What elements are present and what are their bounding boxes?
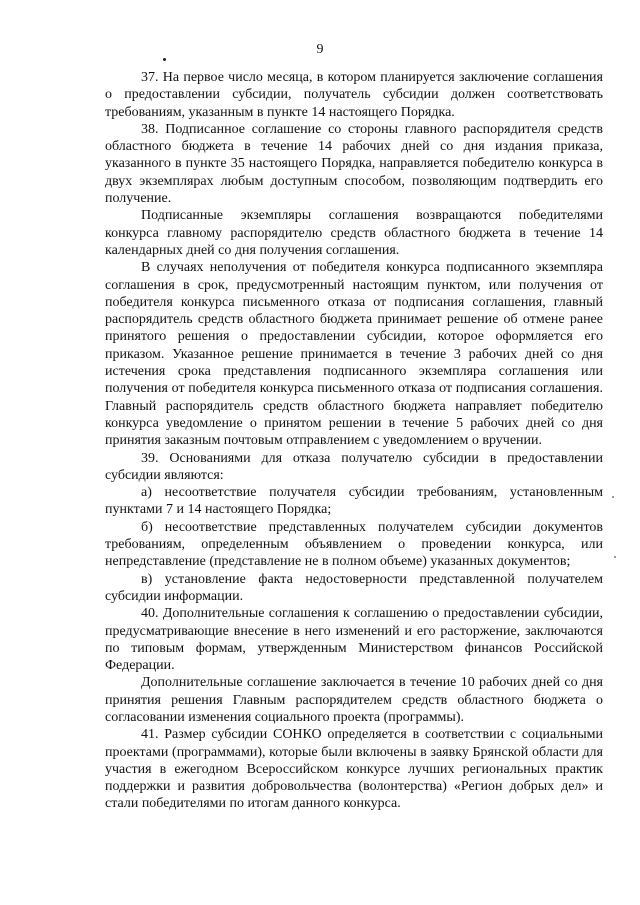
paragraph-37: 37. На первое число месяца, в котором планируется заключение соглашения о предоставлении субсидии, получатель субсидии должен соответствовать требованиям, указанным в пункте 14 настоящего Порядка. [105, 70, 603, 120]
paragraph-signed-copies: Подписанные экземпляры соглашения возвращаются победителями конкурса главному распорядителю средств областного бюджета в течение 14 календарных дней со дня получения соглашения. [105, 208, 603, 258]
paragraph-39-a: а) несоответствие получателя субсидии требованиям, установленным пунктами 7 и 14 настоящего Порядка; [105, 485, 603, 518]
paragraph-40: 40. Дополнительные соглашения к соглашению о предоставлении субсидии, предусматривающие внесение в него изменений и его расторжение, заключаются по типовым формам, утвержденным Министерством финансов Российской Федерации. [105, 606, 603, 674]
scan-speck [612, 496, 614, 498]
paragraph-39-c: в) установление факта недостоверности представленной получателем субсидии информации. [105, 571, 603, 604]
page-number: 9 [316, 42, 324, 57]
paragraph-41: 41. Размер субсидии СОНКО определяется в соответствии с социальными проектами (программами), которые были включены в заявку Брянской области для участия в ежегодном Всероссийском конкурсе лучших региональных практик поддержки и развития добровольчества (волонтерства) «Регион добрых дел» и стали победителями по итогам данного конкурса. [105, 727, 603, 812]
paragraph-additional-agreement: Дополнительные соглашение заключается в течение 10 рабочих дней со дня принятия решения Главным распорядителем средств областного бюджета о согласовании изменения социального проекта (программы). [105, 675, 603, 725]
paragraph-39: 39. Основаниями для отказа получателю субсидии в предоставлении субсидии являются: [105, 450, 603, 483]
paragraph-non-receipt: В случаях неполучения от победителя конкурса подписанного экземпляра соглашения в срок, предусмотренный настоящим пунктом, или получения от победителя конкурса письменного отказа от подписания соглашения, главный распорядитель средств областного бюджета принимает решение об отмене ранее принятого решения о предоставлении субсидии, которое оформляется его приказом. Указанное решение принимается в течение 3 рабочих дней со дня истечения срока представления подписанного экземпляра соглашения или получения от победителя конкурса письменного отказа от подписания соглашения. Главный распорядитель средств областного бюджета направляет победителю конкурса уведомление о принятом решении в течение 5 рабочих дней со дня принятия заказным почтовым отправлением с уведомлением о вручении. [105, 260, 603, 449]
document-body [105, 69, 603, 813]
paragraph-38: 38. Подписанное соглашение со стороны главного распорядителя средств областного бюджета в течение 14 рабочих дней со дня издания приказа, указанного в пункте 35 настоящего Порядка, направляется победителю конкурса в двух экземплярах любым доступным способом, позволяющим подтвердить его получение. [105, 121, 603, 207]
paragraph-39-b: б) несоответствие представленных получателем субсидии документов требованиям, определенным объявлением о проведении конкурса, или непредставление (представление не в полном объеме) указанных документов; [105, 519, 603, 570]
scan-speck [614, 556, 616, 558]
scan-mark [163, 58, 166, 61]
